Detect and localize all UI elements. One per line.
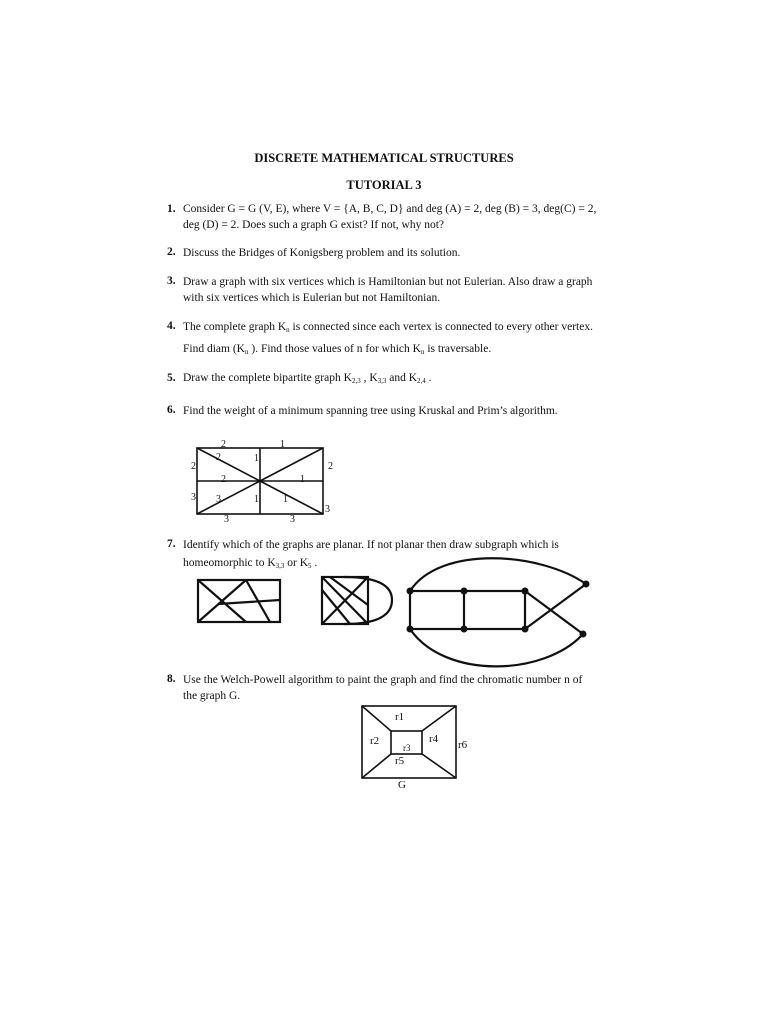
- region-r4: r4: [429, 733, 439, 745]
- question-6-number: 6.: [167, 404, 176, 416]
- graph-c-vertex: [407, 626, 414, 633]
- figure-8-region-labels: [370, 711, 468, 791]
- weight-bottom-left: 3: [224, 514, 229, 525]
- figure-7-graph-a: [198, 580, 280, 622]
- graph-c-edge-2: [525, 584, 586, 629]
- graph-c-rect: [410, 591, 525, 629]
- tutorial-title: TUTORIAL 3: [346, 178, 422, 192]
- region-r2: r2: [370, 735, 380, 747]
- figure-7-graph-b: [322, 577, 392, 624]
- figure-6-diag-ll: [197, 481, 260, 514]
- question-8-line-2: the graph G.: [183, 690, 241, 702]
- question-3-number: 3.: [167, 275, 176, 287]
- graph-c-vertex: [522, 588, 529, 595]
- question-7-number: 7.: [167, 538, 176, 550]
- region-r5: r5: [395, 755, 405, 767]
- weight-top-left: 2: [221, 439, 226, 450]
- graph-c-bottom-arc: [410, 629, 583, 666]
- graph-c-vertex: [461, 626, 468, 633]
- weight-vert-ul: 1: [254, 453, 259, 464]
- figure-6-diag-lr: [260, 481, 323, 514]
- question-5-number: 5.: [167, 372, 176, 384]
- graph-g-edge-ur: [422, 706, 456, 731]
- question-4-number: 4.: [167, 320, 176, 332]
- question-2-number: 2.: [167, 246, 176, 258]
- weight-diag-ll: 3: [216, 494, 221, 505]
- question-8-number: 8.: [167, 673, 176, 685]
- graph-c-vertex: [522, 626, 529, 633]
- graph-g-edge-ll: [362, 754, 391, 778]
- graph-c-top-arc: [410, 558, 586, 591]
- graph-c-vertex: [461, 588, 468, 595]
- graph-g-edge-ul: [362, 706, 391, 731]
- question-3-line-1: Draw a graph with six vertices which is Hamiltonian but not Eulerian. Also draw a graph: [183, 276, 593, 288]
- region-r1: r1: [395, 711, 405, 723]
- graph-g-caption: G: [398, 779, 406, 791]
- graph-g-edge-lr: [422, 754, 456, 778]
- course-title: DISCRETE MATHEMATICAL STRUCTURES: [254, 151, 514, 165]
- weight-left-bottom: 3: [191, 492, 196, 503]
- question-8-line-1: Use the Welch-Powell algorithm to paint the graph and find the chromatic number n of: [183, 674, 583, 686]
- question-2-line-1: Discuss the Bridges of Konigsberg problem and its solution.: [183, 247, 461, 259]
- figure-7-graph-c: [410, 558, 586, 666]
- question-7-line-1: Identify which of the graphs are planar. If not planar then draw subgraph which is: [183, 539, 559, 551]
- question-1-line-2: deg (D) = 2. Does such a graph G exist? If not, why not?: [183, 219, 445, 231]
- weight-diag-lr: 1: [283, 494, 288, 505]
- figure-6-diag-ur: [260, 448, 323, 481]
- graph-c-vertex: [583, 581, 590, 588]
- question-3-line-2: with six vertices which is Eulerian but not Hamiltonian.: [183, 292, 441, 304]
- graph-c-vertex: [580, 631, 587, 638]
- graph-a-edge-3: [218, 600, 280, 604]
- weight-bottom-right: 3: [290, 514, 295, 525]
- weight-left-top: 2: [191, 461, 196, 472]
- question-7-line-2: homeomorphic to $K_{3,3}$ or $K_5$ .: [183, 557, 318, 570]
- weight-diag-ul: 2: [216, 452, 221, 463]
- graph-c-edge-1: [525, 591, 583, 634]
- weight-top-right: 1: [280, 439, 285, 450]
- figure-6-diag-ul: [197, 448, 260, 481]
- weight-mid-left: 2: [221, 474, 226, 485]
- weight-vert-ll: 1: [254, 494, 259, 505]
- graph-c-vertex: [407, 588, 414, 595]
- question-4-line-2: Find diam ($K_n$ ). Find those values of n for which $K_n$ is traversable.: [183, 343, 492, 356]
- weight-right-bottom: 3: [325, 504, 330, 515]
- weight-right-top: 2: [328, 461, 333, 472]
- question-5-line-1: Draw the complete bipartite graph $K_{2,3}$ , $K_{3,3}$ and $K_{2,4}$ .: [183, 372, 432, 385]
- region-r6: r6: [458, 739, 468, 751]
- question-6-line-1: Find the weight of a minimum spanning tree using Kruskal and Prim’s algorithm.: [183, 405, 558, 417]
- weight-mid-right: 1: [300, 474, 305, 485]
- question-1-line-1: Consider G = G (V, E), where V = {A, B, C, D} and deg (A) = 2, deg (B) = 3, deg(C) = 2,: [183, 203, 597, 215]
- question-4-line-1: The complete graph $K_n$ is connected since each vertex is connected to every other vertex.: [183, 321, 593, 334]
- question-1-number: 1.: [167, 203, 176, 215]
- region-r3: r3: [403, 743, 411, 753]
